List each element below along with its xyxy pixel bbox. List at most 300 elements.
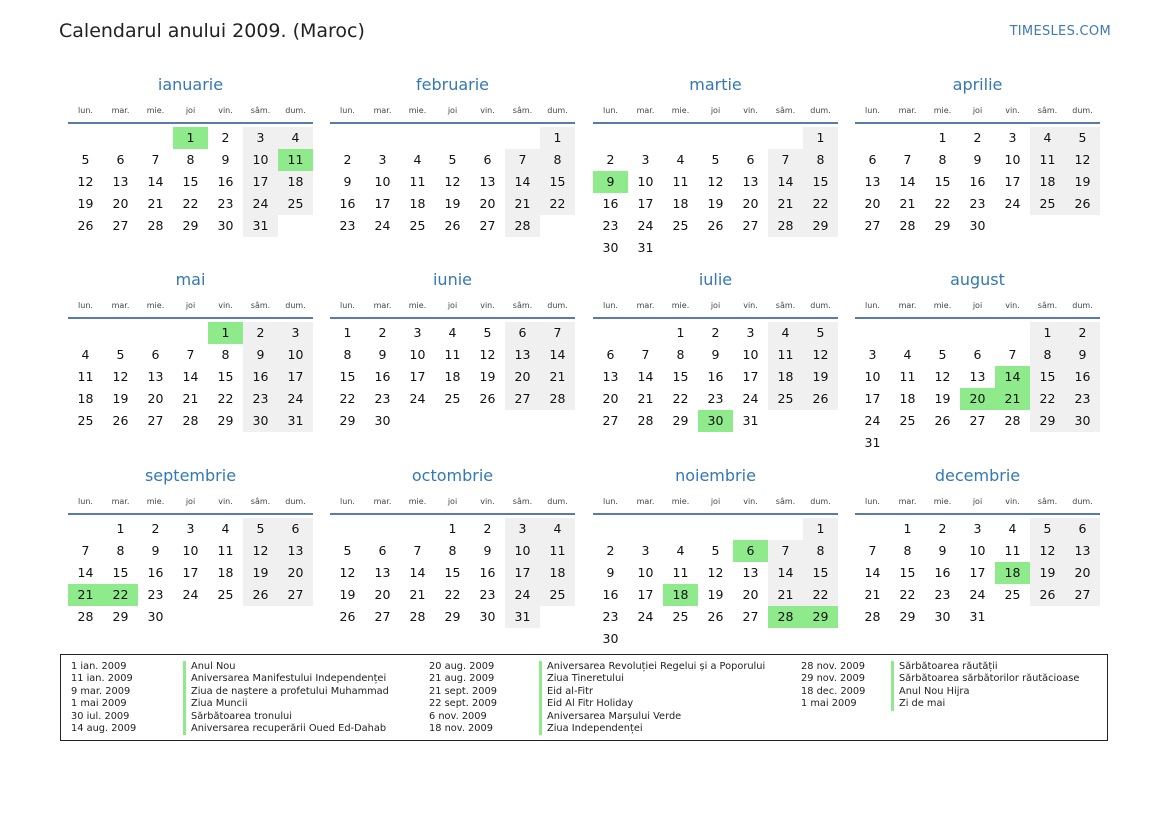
day-cell: 27	[374, 609, 391, 624]
weekday-label: mie.	[146, 301, 165, 310]
weekday-label: vin.	[1005, 106, 1020, 115]
weekday-label: sâm.	[775, 106, 796, 115]
weekday-header	[593, 106, 838, 118]
day-cell: 27	[742, 609, 759, 624]
day-cell: 26	[243, 584, 278, 606]
day-cell: 24	[864, 413, 881, 428]
day-cell: 16	[707, 369, 724, 384]
legend-date: 11 ian. 2009	[71, 673, 133, 685]
weekday-label: joi	[447, 497, 458, 506]
month-name: iulie	[698, 270, 733, 289]
weekday-label: joi	[185, 301, 196, 310]
day-cell: 22	[803, 193, 838, 215]
day-cell: 4	[413, 152, 422, 167]
weekday-label: vin.	[743, 301, 758, 310]
day-cell: 27	[602, 413, 619, 428]
day-cell: 13	[112, 174, 129, 189]
month-name: noiembrie	[675, 466, 756, 485]
day-cell: 23	[339, 218, 356, 233]
brand-link[interactable]: TIMESLES.COM	[1009, 24, 1111, 39]
day-cell: 6	[868, 152, 877, 167]
month-divider	[330, 122, 575, 124]
weekday-label: dum.	[285, 497, 306, 506]
weekday-label: lun.	[340, 106, 355, 115]
legend-holiday-name: Sărbătoarea tronului	[183, 711, 389, 723]
day-cell: 15	[899, 565, 916, 580]
day-cell: 27	[278, 584, 313, 606]
day-cell: 16	[479, 565, 496, 580]
weekday-label: sâm.	[1037, 497, 1058, 506]
day-cell: 28	[505, 215, 540, 237]
day-cell: 28	[77, 609, 94, 624]
weekday-label: lun.	[78, 301, 93, 310]
day-cell: 11	[768, 344, 803, 366]
weekday-label: mar.	[898, 106, 917, 115]
day-cell: 14	[77, 565, 94, 580]
month-name: septembrie	[144, 466, 237, 485]
day-cell: 14	[182, 369, 199, 384]
day-cell: 19	[1065, 171, 1100, 193]
day-cell: 30	[934, 609, 951, 624]
day-cell: 31	[742, 413, 759, 428]
weekday-label: mar.	[636, 497, 655, 506]
weekday-label: mie.	[671, 497, 690, 506]
day-cell: 7	[186, 347, 195, 362]
day-cell: 23	[479, 587, 496, 602]
weekday-label: mar.	[636, 106, 655, 115]
day-cell: 13	[479, 174, 496, 189]
day-cell: 28	[768, 215, 803, 237]
day-cell: 30	[374, 413, 391, 428]
day-cell: 15	[672, 369, 689, 384]
weekday-label: mie.	[933, 301, 952, 310]
day-cell: 6	[606, 347, 615, 362]
weekday-label: vin.	[743, 106, 758, 115]
day-cell: 4	[540, 518, 575, 540]
day-cell: 12	[339, 565, 356, 580]
legend-date: 6 nov. 2009	[429, 710, 487, 722]
day-cell: 26	[479, 391, 496, 406]
weekday-label: vin.	[218, 106, 233, 115]
day-cell: 11	[77, 369, 94, 384]
day-cell: 4	[221, 521, 230, 536]
day-cell: 20	[147, 391, 164, 406]
day-cell: 28	[540, 388, 575, 410]
legend-holiday-name: Zi de mai	[891, 698, 1079, 710]
day-cell: 31	[278, 410, 313, 432]
weekday-label: lun.	[78, 106, 93, 115]
day-cell: 3	[746, 325, 755, 340]
day-cell: 11	[1004, 543, 1021, 558]
day-cell: 25	[540, 584, 575, 606]
day-cell: 7	[505, 149, 540, 171]
day-cell: 31	[505, 606, 540, 628]
day-cell: 17	[864, 391, 881, 406]
legend-date: 29 nov. 2009	[801, 673, 865, 685]
weekday-label: dum.	[285, 301, 306, 310]
day-cell: 17	[182, 565, 199, 580]
day-cell: 29	[182, 218, 199, 233]
day-cell: 5	[483, 325, 492, 340]
day-cell: 29	[803, 215, 838, 237]
day-cell: 17	[409, 369, 426, 384]
month-name: februarie	[415, 75, 490, 94]
day-cell: 23	[243, 388, 278, 410]
weekday-header	[855, 106, 1100, 118]
day-cell: 14	[768, 562, 803, 584]
weekday-header	[593, 301, 838, 313]
weekday-label: dum.	[1072, 106, 1093, 115]
legend-names-column	[183, 661, 389, 735]
day-cell: 8	[186, 152, 195, 167]
day-cell: 17	[637, 587, 654, 602]
holiday-day-cell: 11	[278, 149, 313, 171]
weekday-label: joi	[972, 301, 983, 310]
legend-holiday-name: Ziua Tineretului	[539, 673, 765, 685]
legend-date: 1 ian. 2009	[71, 661, 127, 672]
legend-date: 18 nov. 2009	[429, 722, 493, 734]
weekday-label: mie.	[671, 301, 690, 310]
day-cell: 7	[868, 543, 877, 558]
day-cell: 15	[803, 171, 838, 193]
month-divider	[593, 513, 838, 515]
day-cell: 23	[934, 587, 951, 602]
weekday-label: dum.	[547, 301, 568, 310]
day-cell: 28	[409, 609, 426, 624]
day-cell: 17	[742, 369, 759, 384]
day-cell: 24	[243, 193, 278, 215]
holiday-day-cell: 20	[960, 388, 995, 410]
weekday-label: sâm.	[775, 301, 796, 310]
holiday-day-cell: 30	[698, 410, 733, 432]
day-cell: 18	[540, 562, 575, 584]
day-cell: 11	[217, 543, 234, 558]
weekday-label: joi	[972, 497, 983, 506]
day-cell: 8	[938, 152, 947, 167]
weekday-label: mar.	[898, 301, 917, 310]
weekday-header	[330, 301, 575, 313]
day-cell: 25	[217, 587, 234, 602]
day-cell: 6	[116, 152, 125, 167]
holiday-day-cell: 1	[173, 127, 208, 149]
day-cell: 16	[339, 196, 356, 211]
weekday-label: lun.	[340, 301, 355, 310]
day-cell: 13	[147, 369, 164, 384]
weekday-label: joi	[447, 106, 458, 115]
weekday-label: dum.	[1072, 301, 1093, 310]
day-cell: 12	[77, 174, 94, 189]
day-cell: 17	[374, 196, 391, 211]
weekday-label: joi	[185, 497, 196, 506]
day-cell: 1	[448, 521, 457, 536]
day-cell: 20	[742, 196, 759, 211]
day-cell: 20	[112, 196, 129, 211]
legend-names-column	[539, 661, 765, 735]
weekday-label: lun.	[603, 106, 618, 115]
day-cell: 25	[278, 193, 313, 215]
day-cell: 4	[448, 325, 457, 340]
day-cell: 10	[278, 344, 313, 366]
day-cell: 7	[1008, 347, 1017, 362]
month-divider	[593, 122, 838, 124]
holiday-day-cell: 18	[995, 562, 1030, 584]
weekday-label: mar.	[373, 301, 392, 310]
day-cell: 26	[77, 218, 94, 233]
holiday-day-cell: 22	[103, 584, 138, 606]
day-cell: 9	[606, 565, 615, 580]
day-cell: 15	[1030, 366, 1065, 388]
day-cell: 8	[803, 540, 838, 562]
day-cell: 17	[505, 562, 540, 584]
day-cell: 23	[602, 218, 619, 233]
day-cell: 14	[505, 171, 540, 193]
day-cell: 29	[444, 609, 461, 624]
day-cell: 16	[243, 366, 278, 388]
day-cell: 25	[899, 413, 916, 428]
weekday-label: dum.	[285, 106, 306, 115]
day-cell: 10	[505, 540, 540, 562]
day-cell: 29	[1030, 410, 1065, 432]
day-cell: 16	[374, 369, 391, 384]
day-cell: 4	[278, 127, 313, 149]
day-cell: 2	[1065, 322, 1100, 344]
weekday-label: mar.	[111, 497, 130, 506]
day-cell: 10	[969, 543, 986, 558]
holiday-day-cell: 21	[68, 584, 103, 606]
day-cell: 2	[606, 543, 615, 558]
month-name: mai	[175, 270, 206, 289]
day-cell: 17	[969, 565, 986, 580]
legend-holiday-name: Eid Al Fitr Holiday	[539, 698, 765, 710]
holiday-day-cell: 29	[803, 606, 838, 628]
weekday-label: lun.	[865, 106, 880, 115]
day-cell: 10	[1004, 152, 1021, 167]
day-cell: 12	[1030, 540, 1065, 562]
day-cell: 14	[637, 369, 654, 384]
weekday-header	[855, 301, 1100, 313]
day-cell: 18	[672, 196, 689, 211]
day-cell: 5	[116, 347, 125, 362]
legend-date: 21 aug. 2009	[429, 673, 495, 685]
month-divider	[68, 513, 313, 515]
day-cell: 2	[973, 130, 982, 145]
weekday-label: mie.	[408, 497, 427, 506]
weekday-label: joi	[710, 301, 721, 310]
day-cell: 9	[378, 347, 387, 362]
month-divider	[68, 317, 313, 319]
day-cell: 31	[637, 240, 654, 255]
day-cell: 20	[602, 391, 619, 406]
day-cell: 21	[409, 587, 426, 602]
day-cell: 13	[969, 369, 986, 384]
day-cell: 18	[1030, 171, 1065, 193]
legend-date: 20 aug. 2009	[429, 661, 495, 672]
day-cell: 14	[768, 171, 803, 193]
day-cell: 30	[602, 631, 619, 646]
day-cell: 9	[221, 152, 230, 167]
weekday-header	[330, 106, 575, 118]
day-cell: 6	[746, 152, 755, 167]
day-cell: 5	[1065, 127, 1100, 149]
day-cell: 6	[973, 347, 982, 362]
day-cell: 8	[903, 543, 912, 558]
day-cell: 24	[969, 587, 986, 602]
day-cell: 14	[540, 344, 575, 366]
day-cell: 15	[540, 171, 575, 193]
day-cell: 27	[505, 388, 540, 410]
day-cell: 22	[1030, 388, 1065, 410]
weekday-label: sâm.	[1037, 106, 1058, 115]
day-cell: 13	[742, 565, 759, 580]
day-cell: 30	[1065, 410, 1100, 432]
day-cell: 4	[676, 152, 685, 167]
day-cell: 20	[505, 366, 540, 388]
day-cell: 16	[217, 174, 234, 189]
day-cell: 27	[864, 218, 881, 233]
day-cell: 15	[444, 565, 461, 580]
day-cell: 18	[217, 565, 234, 580]
day-cell: 12	[112, 369, 129, 384]
weekday-label: dum.	[547, 497, 568, 506]
legend-holiday-name: Ziua Muncii	[183, 698, 389, 710]
day-cell: 22	[217, 391, 234, 406]
day-cell: 16	[934, 565, 951, 580]
day-cell: 3	[278, 322, 313, 344]
month-divider	[855, 122, 1100, 124]
day-cell: 2	[343, 152, 352, 167]
weekday-label: mie.	[933, 497, 952, 506]
month-name: ianuarie	[157, 75, 224, 94]
day-cell: 26	[707, 609, 724, 624]
day-cell: 11	[672, 565, 689, 580]
holiday-day-cell: 9	[593, 171, 628, 193]
day-cell: 19	[1030, 562, 1065, 584]
holiday-day-cell: 6	[733, 540, 768, 562]
month-divider	[855, 317, 1100, 319]
month-divider	[330, 317, 575, 319]
day-cell: 1	[343, 325, 352, 340]
day-cell: 10	[409, 347, 426, 362]
day-cell: 26	[339, 609, 356, 624]
day-cell: 12	[934, 369, 951, 384]
day-cell: 20	[374, 587, 391, 602]
day-cell: 24	[505, 584, 540, 606]
day-cell: 3	[868, 347, 877, 362]
weekday-label: mar.	[373, 106, 392, 115]
month-name: decembrie	[934, 466, 1021, 485]
weekday-label: joi	[710, 497, 721, 506]
holiday-day-cell: 21	[995, 388, 1030, 410]
day-cell: 27	[147, 413, 164, 428]
day-cell: 1	[1030, 322, 1065, 344]
day-cell: 27	[479, 218, 496, 233]
weekday-label: dum.	[810, 301, 831, 310]
day-cell: 29	[934, 218, 951, 233]
day-cell: 18	[278, 171, 313, 193]
day-cell: 28	[899, 218, 916, 233]
month-divider	[855, 513, 1100, 515]
day-cell: 12	[1065, 149, 1100, 171]
day-cell: 22	[803, 584, 838, 606]
day-cell: 5	[243, 518, 278, 540]
day-cell: 11	[899, 369, 916, 384]
day-cell: 18	[77, 391, 94, 406]
legend-holiday-name: Eid al-Fitr	[539, 686, 765, 698]
day-cell: 9	[711, 347, 720, 362]
day-cell: 8	[803, 149, 838, 171]
day-cell: 7	[768, 540, 803, 562]
day-cell: 29	[339, 413, 356, 428]
day-cell: 13	[278, 540, 313, 562]
weekday-label: mie.	[408, 301, 427, 310]
day-cell: 21	[768, 193, 803, 215]
weekday-label: mar.	[898, 497, 917, 506]
day-cell: 2	[606, 152, 615, 167]
weekday-label: vin.	[1005, 301, 1020, 310]
day-cell: 9	[151, 543, 160, 558]
day-cell: 10	[243, 149, 278, 171]
day-cell: 16	[602, 587, 619, 602]
day-cell: 15	[112, 565, 129, 580]
day-cell: 2	[378, 325, 387, 340]
day-cell: 24	[1004, 196, 1021, 211]
legend-dates-column	[429, 661, 497, 735]
legend-holiday-name: Aniversarea Revoluției Regelui și a Poporului	[539, 661, 765, 673]
day-cell: 21	[768, 584, 803, 606]
day-cell: 7	[768, 149, 803, 171]
day-cell: 20	[864, 196, 881, 211]
day-cell: 12	[707, 565, 724, 580]
weekday-label: joi	[710, 106, 721, 115]
weekday-label: dum.	[1072, 497, 1093, 506]
weekday-label: sâm.	[512, 497, 533, 506]
day-cell: 18	[768, 366, 803, 388]
day-cell: 5	[1030, 518, 1065, 540]
weekday-label: sâm.	[1037, 301, 1058, 310]
day-cell: 2	[221, 130, 230, 145]
month-name: iunie	[432, 270, 472, 289]
day-cell: 8	[343, 347, 352, 362]
month-name: august	[950, 270, 1005, 289]
legend-dates-column	[801, 661, 865, 711]
weekday-label: vin.	[480, 106, 495, 115]
day-cell: 31	[969, 609, 986, 624]
legend-holiday-name: Sărbătoarea sărbătorilor răutăcioase	[891, 673, 1079, 685]
day-cell: 8	[448, 543, 457, 558]
weekday-header	[330, 497, 575, 509]
weekday-label: sâm.	[775, 497, 796, 506]
day-cell: 11	[444, 347, 461, 362]
day-cell: 25	[672, 218, 689, 233]
day-cell: 27	[1065, 584, 1100, 606]
weekday-label: vin.	[1005, 497, 1020, 506]
day-cell: 28	[182, 413, 199, 428]
legend-date: 1 mai 2009	[71, 698, 127, 710]
day-cell: 20	[1065, 562, 1100, 584]
weekday-label: dum.	[810, 106, 831, 115]
day-cell: 15	[217, 369, 234, 384]
day-cell: 3	[973, 521, 982, 536]
day-cell: 6	[151, 347, 160, 362]
day-cell: 9	[483, 543, 492, 558]
day-cell: 24	[278, 388, 313, 410]
day-cell: 26	[803, 388, 838, 410]
day-cell: 5	[938, 347, 947, 362]
weekday-label: mie.	[146, 497, 165, 506]
day-cell: 2	[483, 521, 492, 536]
day-cell: 11	[1030, 149, 1065, 171]
day-cell: 3	[641, 152, 650, 167]
